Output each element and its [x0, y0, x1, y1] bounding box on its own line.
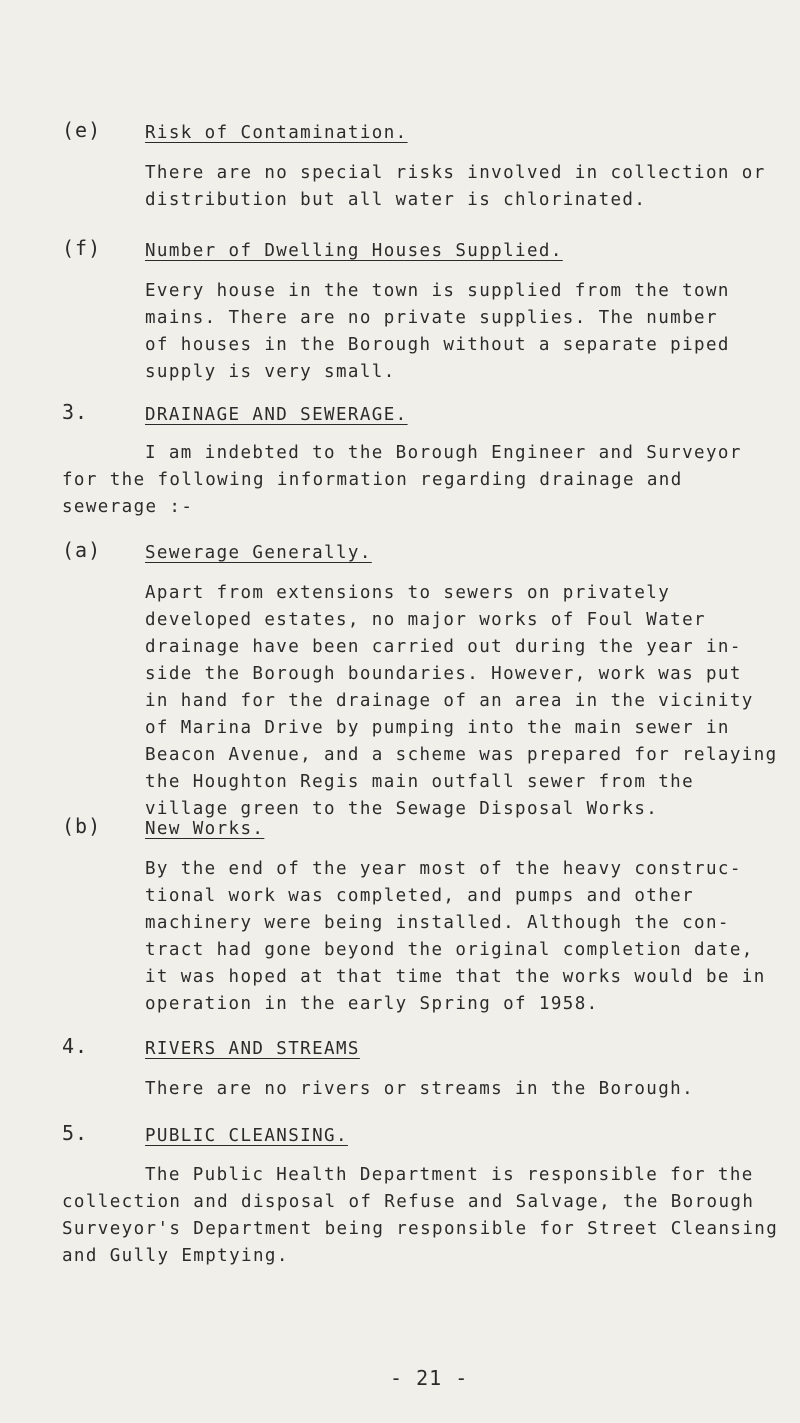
text-line: tract had gone beyond the original completion date,: [145, 940, 754, 960]
text-line: in hand for the drainage of an area in the vicinity: [145, 691, 754, 711]
text-line: There are no rivers or streams in the Borough.: [145, 1079, 695, 1099]
section-marker: 3.: [62, 400, 89, 424]
text-line: of Marina Drive by pumping into the main sewer in: [145, 718, 730, 738]
section-marker: 5.: [62, 1121, 89, 1145]
text-line: side the Borough boundaries. However, work was put: [145, 664, 742, 684]
text-line: The Public Health Department is responsible for the: [145, 1165, 754, 1185]
text-line: Every house in the town is supplied from the town: [145, 281, 730, 301]
section-marker: (a): [62, 538, 102, 562]
text-line: of houses in the Borough without a separate piped: [145, 335, 730, 355]
section-heading: Number of Dwelling Houses Supplied.: [145, 241, 563, 261]
text-line: operation in the early Spring of 1958.: [145, 994, 599, 1014]
text-line: sewerage :-: [62, 497, 194, 517]
text-line: I am indebted to the Borough Engineer and Surveyor: [145, 443, 742, 463]
section-marker: (f): [62, 236, 102, 260]
text-line: drainage have been carried out during the year in-: [145, 637, 742, 657]
text-line: village green to the Sewage Disposal Works.: [145, 799, 659, 819]
text-line: By the end of the year most of the heavy construc-: [145, 859, 742, 879]
text-line: Apart from extensions to sewers on privately: [145, 583, 671, 603]
text-line: machinery were being installed. Although the con-: [145, 913, 730, 933]
text-line: the Houghton Regis main outfall sewer from the: [145, 772, 695, 792]
text-line: tional work was completed, and pumps and other: [145, 886, 695, 906]
section-heading: Sewerage Generally.: [145, 543, 372, 563]
section-heading: RIVERS AND STREAMS: [145, 1039, 360, 1059]
text-line: for the following information regarding drainage and: [62, 470, 683, 490]
section-heading: DRAINAGE AND SEWERAGE.: [145, 405, 408, 425]
section-heading: PUBLIC CLEANSING.: [145, 1126, 348, 1146]
section-marker: 4.: [62, 1034, 89, 1058]
section-heading: Risk of Contamination.: [145, 123, 408, 143]
text-line: developed estates, no major works of Foul Water: [145, 610, 706, 630]
text-line: There are no special risks involved in collection or: [145, 163, 766, 183]
text-line: it was hoped at that time that the works would be in: [145, 967, 766, 987]
text-line: distribution but all water is chlorinated.: [145, 190, 647, 210]
text-line: mains. There are no private supplies. The number: [145, 308, 718, 328]
text-line: collection and disposal of Refuse and Salvage, the Borough: [62, 1192, 755, 1212]
text-line: Surveyor's Department being responsible for Street Cleansing: [62, 1219, 779, 1239]
page-number: - 21 -: [390, 1366, 469, 1390]
text-line: Beacon Avenue, and a scheme was prepared for relaying: [145, 745, 778, 765]
section-heading: New Works.: [145, 819, 265, 839]
section-marker: (b): [62, 814, 102, 838]
text-line: supply is very small.: [145, 362, 396, 382]
section-marker: (e): [62, 118, 102, 142]
text-line: and Gully Emptying.: [62, 1246, 289, 1266]
